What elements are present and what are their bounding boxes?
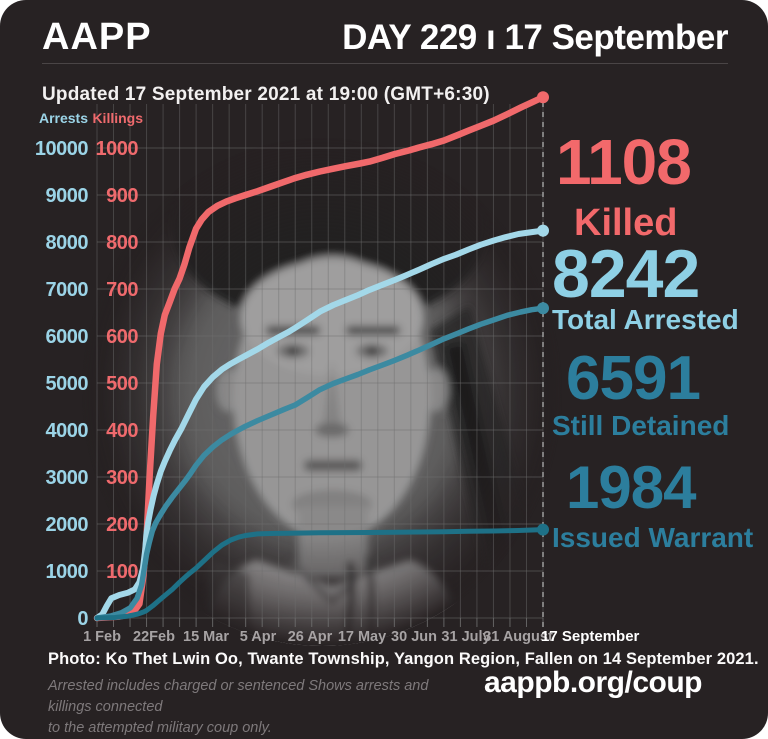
svg-text:26 Apr: 26 Apr bbox=[287, 629, 333, 645]
svg-text:0: 0 bbox=[77, 608, 88, 630]
website-url: aappb.org/coup bbox=[484, 666, 702, 699]
svg-text:800: 800 bbox=[106, 232, 138, 254]
issued-warrant-label: Issued Warrant bbox=[552, 522, 754, 553]
svg-text:31 July: 31 July bbox=[441, 629, 491, 645]
svg-text:9000: 9000 bbox=[45, 185, 88, 207]
total-arrested-label: Total Arrested bbox=[552, 304, 739, 335]
svg-text:1 Feb: 1 Feb bbox=[83, 629, 121, 645]
footnote-line2: to the attempted military coup only. bbox=[48, 720, 272, 737]
svg-text:17 May: 17 May bbox=[337, 629, 387, 645]
svg-text:5000: 5000 bbox=[45, 373, 88, 395]
svg-text:3000: 3000 bbox=[45, 467, 88, 489]
svg-text:100: 100 bbox=[106, 561, 138, 583]
svg-text:300: 300 bbox=[106, 467, 138, 489]
killed-label: Killed bbox=[574, 202, 678, 244]
svg-text:8000: 8000 bbox=[45, 232, 88, 254]
total-arrested-count: 8242 bbox=[552, 236, 700, 312]
svg-text:1000: 1000 bbox=[95, 138, 138, 160]
updated-timestamp: Updated 17 September 2021 at 19:00 (GMT+6:30) bbox=[42, 84, 490, 105]
svg-text:17 September: 17 September bbox=[541, 628, 640, 645]
footnote bbox=[48, 676, 448, 739]
svg-text:600: 600 bbox=[106, 326, 138, 348]
svg-text:Arrests: Arrests bbox=[38, 110, 88, 126]
svg-text:200: 200 bbox=[106, 514, 138, 536]
svg-text:10000: 10000 bbox=[34, 138, 88, 160]
day-title: DAY 229 ı 17 September bbox=[342, 18, 728, 57]
svg-text:22Feb: 22Feb bbox=[133, 629, 175, 645]
svg-text:4000: 4000 bbox=[45, 420, 88, 442]
svg-text:2000: 2000 bbox=[45, 514, 88, 536]
svg-text:31 August: 31 August bbox=[483, 629, 553, 645]
killed-count: 1108 bbox=[556, 126, 691, 198]
svg-text:7000: 7000 bbox=[45, 279, 88, 301]
svg-text:700: 700 bbox=[106, 279, 138, 301]
svg-text:15 Mar: 15 Mar bbox=[183, 629, 229, 645]
svg-text:400: 400 bbox=[106, 420, 138, 442]
issued-warrant-count: 1984 bbox=[566, 454, 696, 521]
svg-text:5 Apr: 5 Apr bbox=[239, 629, 277, 645]
svg-text:1000: 1000 bbox=[45, 561, 88, 583]
still-detained-label: Still Detained bbox=[552, 410, 730, 441]
svg-text:500: 500 bbox=[106, 373, 138, 395]
svg-text:900: 900 bbox=[106, 185, 138, 207]
photo-caption: Photo: Ko Thet Lwin Oo, Twante Township, Yangon Region, Fallen on 14 September 2021. bbox=[48, 650, 759, 668]
footnote-line1: Arrested includes charged or sentenced Shows arrests and killings connected bbox=[48, 678, 429, 716]
still-detained-count: 6591 bbox=[566, 344, 700, 413]
svg-text:Killings: Killings bbox=[92, 110, 143, 126]
svg-text:6000: 6000 bbox=[45, 326, 88, 348]
aapp-logo: AAPP bbox=[42, 16, 152, 58]
svg-text:30 Jun: 30 Jun bbox=[391, 629, 437, 645]
